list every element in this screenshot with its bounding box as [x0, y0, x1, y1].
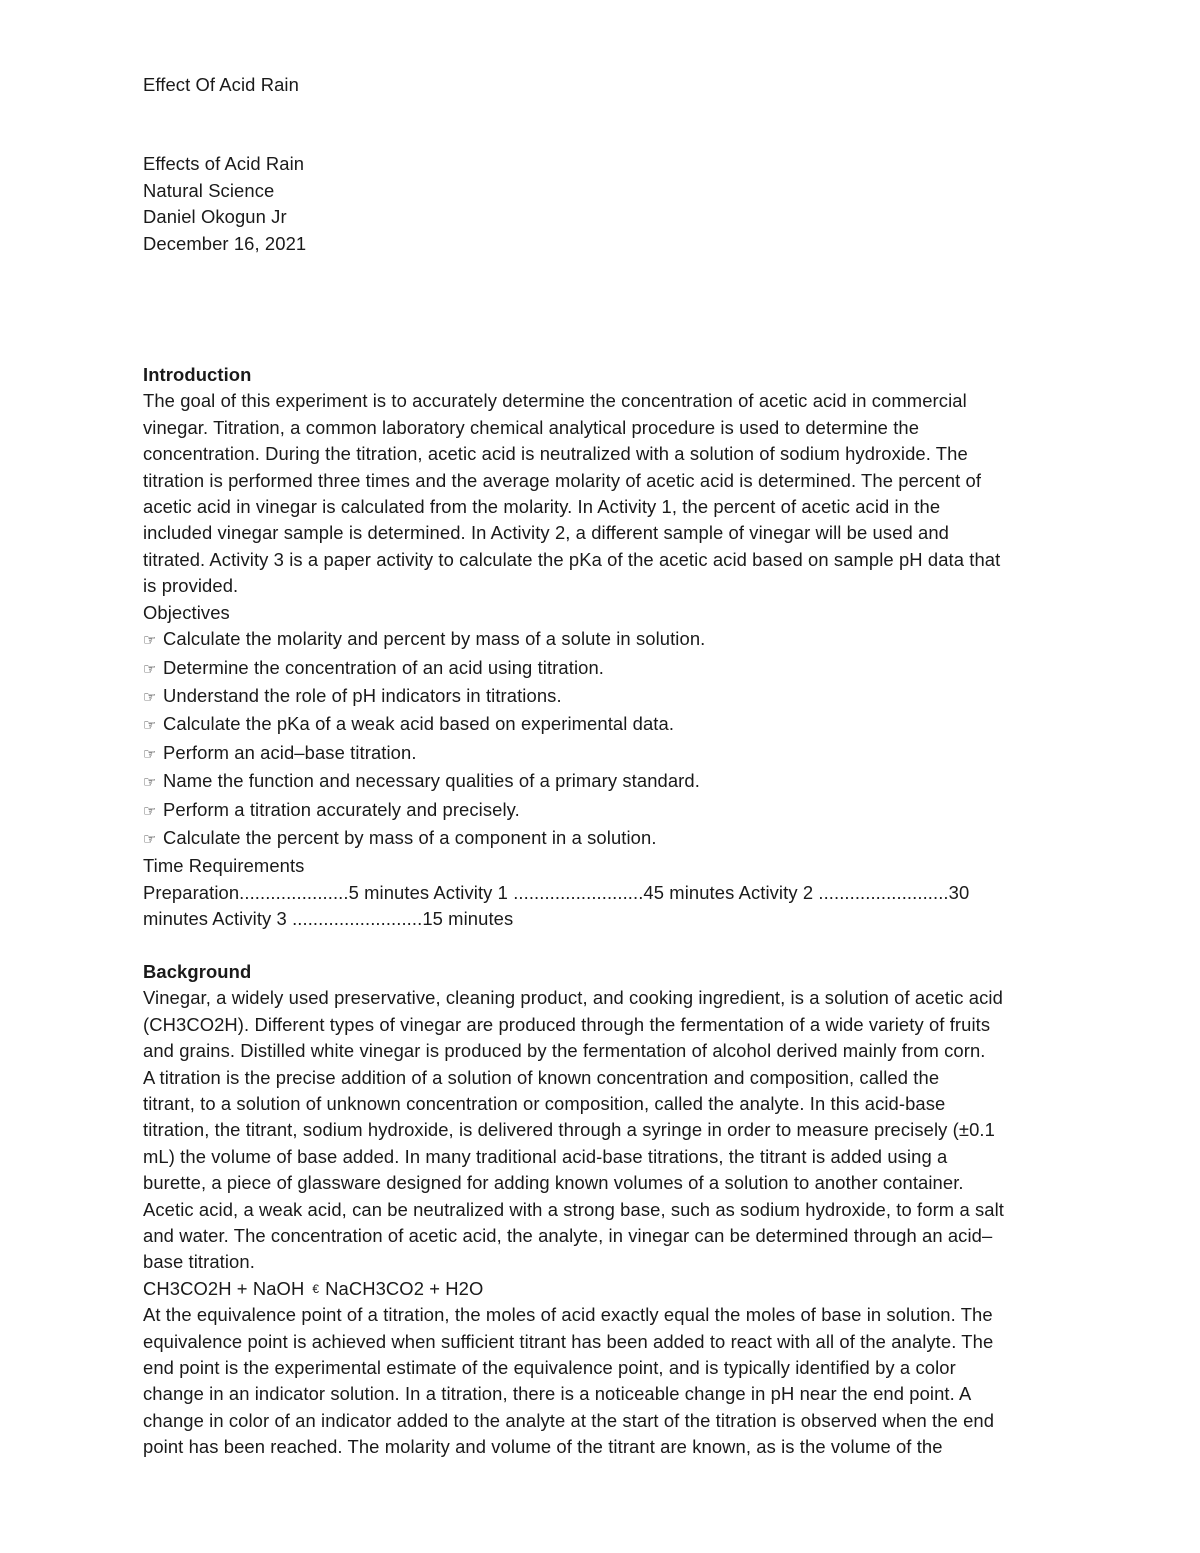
objective-item: ☞ Name the function and necessary qualities of a primary standard.: [143, 768, 1063, 796]
paragraph-line: (CH3CO2H). Different types of vinegar are produced through the fermentation of a wide variety of fruits: [143, 1013, 991, 1035]
reaction-arrow-icon: €: [312, 1281, 320, 1296]
paragraph-line: and grains. Distilled white vinegar is produced by the fermentation of alcohol derived mainly from corn.: [143, 1040, 986, 1062]
hand-pointer-icon: ☞: [143, 717, 157, 735]
document-page: [143, 72, 1063, 1461]
hand-pointer-icon: ☞: [143, 830, 157, 848]
spacer: [143, 933, 1063, 959]
hand-pointer-icon: ☞: [143, 745, 157, 763]
hand-pointer-icon: ☞: [143, 688, 157, 706]
time-requirements-line: Preparation.....................5 minutes Activity 1 .........................45 minutes Activity 2 .........................30: [143, 881, 970, 903]
paper-date: December 16, 2021: [143, 232, 307, 254]
paragraph-line: A titration is the precise addition of a solution of known concentration and composition, called the: [143, 1066, 940, 1088]
paragraph-line: equivalence point is achieved when sufficient titrant has been added to react with all of the analyte. The: [143, 1330, 994, 1352]
paragraph-line: titrant, to a solution of unknown concentration or composition, called the analyte. In this acid-base: [143, 1092, 946, 1114]
objective-item: ☞ Understand the role of pH indicators in titrations.: [143, 683, 1063, 711]
paragraph-line: Acetic acid, a weak acid, can be neutralized with a strong base, such as sodium hydroxide, to form a salt: [143, 1198, 1004, 1220]
objective-item: ☞ Determine the concentration of an acid using titration.: [143, 655, 1063, 683]
hand-pointer-icon: ☞: [143, 632, 157, 650]
paragraph-line: concentration. During the titration, acetic acid is neutralized with a solution of sodium hydroxide. The: [143, 443, 968, 465]
paragraph-line: burette, a piece of glassware designed for adding known volumes of a solution to another container.: [143, 1172, 964, 1194]
paragraph-line: Vinegar, a widely used preservative, cleaning product, and cooking ingredient, is a solution of acetic acid: [143, 987, 1003, 1009]
paper-title: Effects of Acid Rain: [143, 153, 305, 175]
chemical-equation: [143, 1276, 1063, 1302]
paragraph-line: titrated. Activity 3 is a paper activity to calculate the pKa of the acetic acid based on sample pH data that: [143, 548, 1001, 570]
paragraph-line: vinegar. Titration, a common laboratory chemical analytical procedure is used to determine the: [143, 416, 920, 438]
objectives-heading: Objectives: [143, 601, 230, 623]
objectives-section: [143, 600, 1063, 854]
objective-item: ☞ Perform an acid–base titration.: [143, 740, 1063, 768]
paragraph-line: and water. The concentration of acetic acid, the analyte, in vinegar can be determined through an acid–: [143, 1225, 993, 1247]
paragraph-line: The goal of this experiment is to accurately determine the concentration of acetic acid in commercial: [143, 390, 967, 412]
objective-item: ☞ Calculate the molarity and percent by mass of a solute in solution.: [143, 626, 1063, 654]
paragraph-line: change in color of an indicator added to the analyte at the start of the titration is observed when the end: [143, 1409, 995, 1431]
introduction-section: [143, 362, 1063, 600]
paragraph-line: end point is the experimental estimate of the equivalence point, and is typically identified by a color: [143, 1357, 956, 1379]
paragraph-line: acetic acid in vinegar is calculated from the molarity. In Activity 1, the percent of acetic acid in the: [143, 496, 941, 518]
objective-item: ☞ Perform a titration accurately and precisely.: [143, 797, 1063, 825]
objective-item: ☞ Calculate the pKa of a weak acid based on experimental data.: [143, 711, 1063, 739]
paragraph-line: point has been reached. The molarity and volume of the titrant are known, as is the volume of the: [143, 1436, 943, 1458]
author-name: Daniel Okogun Jr: [143, 206, 287, 228]
time-requirements-heading: Time Requirements: [143, 855, 305, 877]
paragraph-line: At the equivalence point of a titration, the moles of acid exactly equal the moles of base in solution. The: [143, 1304, 993, 1326]
paragraph-line: included vinegar sample is determined. In Activity 2, a different sample of vinegar will be used and: [143, 522, 950, 544]
time-requirements-section: [143, 853, 1063, 932]
document-title: Effect Of Acid Rain: [143, 74, 299, 95]
paragraph-line: base titration.: [143, 1251, 255, 1273]
equation-products: NaCH3CO2 + H2O: [325, 1277, 484, 1299]
course-name: Natural Science: [143, 179, 275, 201]
equation-reactants: CH3CO2H + NaOH: [143, 1277, 305, 1299]
spacer: [143, 98, 1063, 151]
paragraph-line: change in an indicator solution. In a titration, there is a noticeable change in pH near the end point. A: [143, 1383, 972, 1405]
paragraph-line: mL) the volume of base added. In many traditional acid-base titrations, the titrant is added using a: [143, 1145, 948, 1167]
spacer: [143, 257, 1063, 362]
hand-pointer-icon: ☞: [143, 660, 157, 678]
hand-pointer-icon: ☞: [143, 774, 157, 792]
time-requirements-line: minutes Activity 3 .........................15 minutes: [143, 908, 514, 930]
objective-item: ☞ Calculate the percent by mass of a component in a solution.: [143, 825, 1063, 853]
background-section: [143, 959, 1063, 1461]
introduction-heading: Introduction: [143, 364, 252, 386]
paragraph-line: titration, the titrant, sodium hydroxide, is delivered through a syringe in order to measure precisely (±0.1: [143, 1119, 995, 1141]
hand-pointer-icon: ☞: [143, 802, 157, 820]
paragraph-line: titration is performed three times and the average molarity of acetic acid is determined. The percent of: [143, 469, 982, 491]
paragraph-line: is provided.: [143, 575, 239, 597]
background-heading: Background: [143, 960, 252, 982]
header-block: [143, 151, 1063, 257]
